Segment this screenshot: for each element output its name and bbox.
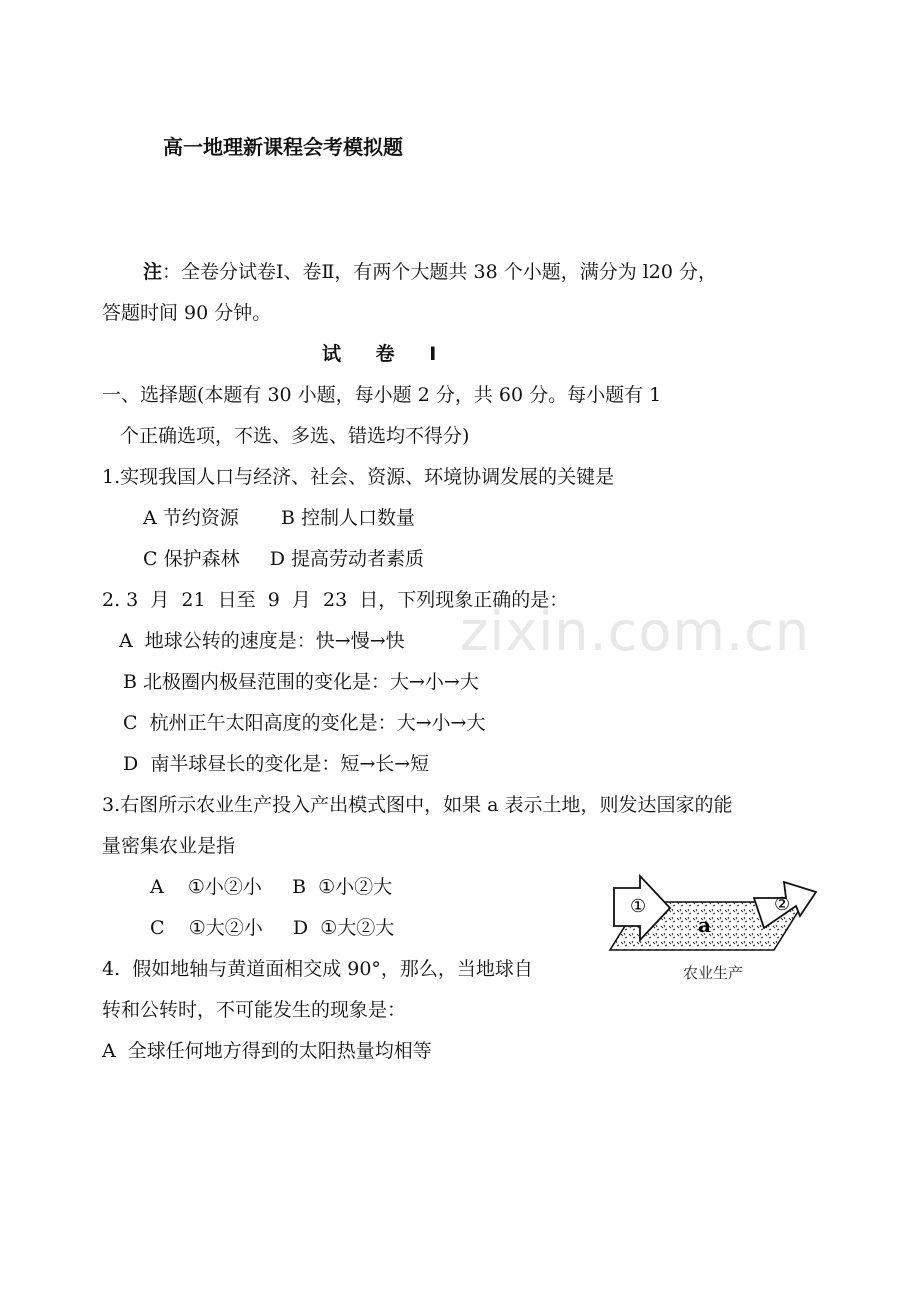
q2-option-a: A 地球公转的速度是：快→慢→快: [119, 630, 405, 652]
input-label: ①: [630, 896, 647, 917]
note-label: 注: [143, 261, 163, 283]
q4-stem-1: 4. 假如地轴与黄道面相交成 90°，那么，当地球自: [102, 958, 533, 980]
q3-stem-1: 3.右图所示农业生产投入产出模式图中，如果 a 表示土地，则发达国家的能: [102, 794, 733, 816]
page-title: 高一地理新课程会考模拟题: [163, 135, 403, 159]
q2-option-c: C 杭州正午太阳高度的变化是：大→小→大: [123, 712, 486, 734]
q2-option-b: B 北极圈内极昼范围的变化是：大→小→大: [123, 671, 479, 693]
q4-stem-2: 转和公转时，不可能发生的现象是：: [102, 999, 407, 1021]
diagram-caption: 农业生产: [682, 964, 743, 982]
q1-options-ab: A 节约资源 B 控制人口数量: [143, 507, 416, 529]
land-label: a: [698, 913, 711, 937]
q2-option-d: D 南半球昼长的变化是：短→长→短: [123, 753, 430, 775]
q3-stem-2: 量密集农业是指: [102, 835, 236, 857]
note-line-2: 答题时间 90 分钟。: [102, 302, 272, 324]
q1-stem: 1.实现我国人口与经济、社会、资源、环境协调发展的关键是: [102, 466, 615, 488]
agriculture-io-diagram: [604, 868, 822, 988]
watermark: zixin.com.cn: [460, 600, 811, 663]
part1-instructions-1: 一、选择题(本题有 30 小题，每小题 2 分，共 60 分。每小题有 1: [102, 384, 662, 406]
q1-options-cd: C 保护森林 D 提高劳动者素质: [143, 548, 425, 570]
agriculture-diagram-graphic: [604, 868, 822, 964]
section-heading: 试 卷 Ⅰ: [322, 343, 451, 365]
q3-options-cd: C ①大②小 D ①大②大: [150, 917, 395, 939]
q4-option-a: A 全球任何地方得到的太阳热量均相等: [102, 1040, 432, 1062]
part1-instructions-2: 个正确选项，不选、多选、错选均不得分): [120, 425, 470, 447]
q2-stem: 2. 3 月 21 日至 9 月 23 日，下列现象正确的是：: [102, 589, 569, 611]
output-label: ②: [774, 894, 791, 915]
note-text: ：全卷分试卷Ⅰ、卷Ⅱ，有两个大题共 38 个小题，满分为 l20 分，: [162, 261, 718, 283]
note-line-1: [143, 259, 717, 285]
q3-options-ab: A ①小②小 B ①小②大: [150, 876, 393, 898]
